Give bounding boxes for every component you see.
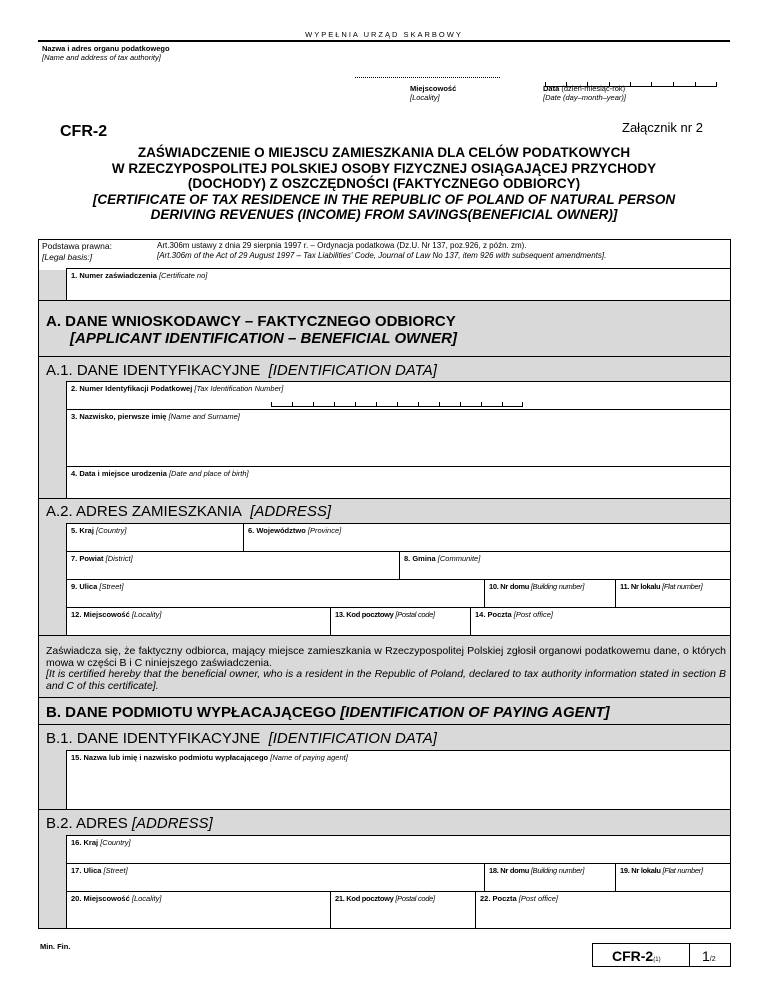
field-label: 1. Numer zaświadczenia (71, 271, 157, 280)
form-code: CFR-2 (60, 123, 108, 140)
field-label: 18. Nr domu (489, 866, 530, 875)
title-en-line1: [CERTIFICATE OF TAX RESIDENCE IN THE REPUBLIC OF POLAND OF NATURAL PERSON (92, 191, 676, 207)
legal-basis-text-en: [Art.306m of the Act of 29 August 1997 – Tax Liabilities' Code, Journal of Law No 137, item 926 with subsequent amendments]. (157, 251, 607, 260)
section-a2-label: A.2. ADRES ZAMIESZKANIA (46, 503, 242, 520)
locality-label-en: [Locality] (410, 93, 440, 102)
field-label-en: [Certificate no] (158, 271, 208, 280)
field-label-en: [Post office] (513, 610, 553, 619)
date-label-hint: (dzień-miesiąc-rok) (561, 84, 626, 93)
commune-field[interactable] (399, 551, 730, 579)
locality-label: Miejscowość (410, 84, 457, 93)
page-number (702, 948, 716, 964)
street-field[interactable] (66, 579, 484, 607)
divider (38, 356, 731, 357)
field-label-en: [Flat number] (662, 582, 703, 591)
tax-id-comb (271, 402, 523, 407)
title-pl-line2: W RZECZYPOSPOLITEJ POLSKIEJ OSOBY FIZYCZNEJ OSIĄGAJĄCEJ PRZYCHODY (111, 160, 657, 176)
agent-building-number-field[interactable] (484, 863, 615, 891)
section-b2-label: B.2. ADRES (46, 815, 128, 832)
agent-locality-field[interactable] (66, 891, 330, 928)
field-label-en: [Country] (96, 526, 127, 535)
divider (38, 809, 731, 810)
footer-version: (1) (653, 957, 661, 963)
divider (38, 697, 731, 698)
field-label-en: [Locality] (131, 894, 162, 903)
page-number-total: /2 (709, 956, 716, 963)
locality-field[interactable] (66, 607, 330, 635)
field-label-en: [Name of paying agent] (270, 753, 348, 762)
certification-text (46, 646, 726, 692)
field-label-en: [Tax Identification Number] (194, 384, 284, 393)
field-label: 11. Nr lokalu (620, 582, 661, 591)
name-surname-field[interactable] (66, 409, 730, 466)
field-label: 8. Gmina (404, 554, 436, 563)
footer-form-code (612, 948, 661, 964)
section-a1-label: A.1. DANE IDENTYFIKACYJNE (46, 362, 261, 379)
flat-number-field[interactable] (615, 579, 730, 607)
section-b-label-en: [IDENTIFICATION OF PAYING AGENT] (340, 704, 610, 721)
section-b1-title (46, 730, 437, 747)
agent-flat-number-field[interactable] (615, 863, 730, 891)
attachment-label: Załącznik nr 2 (622, 120, 703, 135)
title-en-line2: DERIVING REVENUES (INCOME) FROM SAVINGS(BENEFICIAL OWNER)] (150, 207, 618, 222)
locality-input[interactable] (355, 77, 500, 78)
field-label-en: [Postal code] (395, 610, 435, 619)
field-label: 3. Nazwisko, pierwsze imię (71, 412, 167, 421)
certificate-number-field[interactable] (66, 268, 730, 300)
legal-basis-label-en: [Legal basis:] (42, 252, 93, 262)
field-label-en: [Street] (103, 866, 128, 875)
country-field[interactable] (66, 523, 243, 551)
field-label-en: [Date and place of birth] (168, 469, 249, 478)
field-label-en: [Name and Surname] (168, 412, 240, 421)
ministry-mark: Min. Fin. (40, 942, 71, 951)
field-label: 17. Ulica (71, 866, 102, 875)
agent-country-field[interactable] (66, 835, 730, 863)
agent-post-office-field[interactable] (475, 891, 730, 928)
field-label-en: [Flat number] (662, 866, 703, 875)
building-number-field[interactable] (484, 579, 615, 607)
section-a1-title (46, 362, 437, 379)
postal-code-field[interactable] (330, 607, 470, 635)
field-label: 19. Nr lokalu (620, 866, 661, 875)
field-label-en: [Postal code] (395, 894, 435, 903)
divider (38, 635, 731, 636)
field-label: 15. Nazwa lub imię i nazwisko podmiotu wypłacającego (71, 753, 269, 762)
section-a1-label-en: [IDENTIFICATION DATA] (268, 362, 437, 379)
field-label: 13. Kod pocztowy (335, 610, 394, 619)
section-b-title (46, 704, 610, 721)
certification-text-en: [It is certified hereby that the beneficial owner, who is a resident in the Republic of Poland, declared to tax authority information stated in section B and C of this certificate]. (46, 668, 726, 692)
paying-agent-name-field[interactable] (66, 750, 730, 809)
field-label-en: [Communite] (437, 554, 481, 563)
date-label-text: Data (543, 84, 560, 93)
field-label: 9. Ulica (71, 582, 98, 591)
section-b-label: B. DANE PODMIOTU WYPŁACAJĄCEGO (46, 704, 337, 721)
field-label: 10. Nr domu (489, 582, 530, 591)
section-a-title-en: [APPLICANT IDENTIFICATION – BENEFICIAL OWNER] (70, 330, 457, 347)
date-label-en: [Date (day–month–year)] (543, 93, 626, 102)
field-label-en: [Post office] (518, 894, 558, 903)
divider (38, 498, 731, 499)
tax-authority-label: Nazwa i adres organu podatkowego (42, 44, 170, 53)
footer-form-code-text: CFR-2 (612, 948, 654, 964)
field-label: 2. Numer Identyfikacji Podatkowej (71, 384, 193, 393)
district-field[interactable] (66, 551, 399, 579)
field-label: 22. Poczta (480, 894, 517, 903)
legal-basis-label: Podstawa prawna: (42, 241, 112, 251)
field-label: 5. Kraj (71, 526, 94, 535)
birth-date-place-field[interactable] (66, 466, 730, 498)
tax-authority-label-en: [Name and address of tax authority] (42, 53, 161, 62)
field-label-en: [Country] (100, 838, 131, 847)
footer-divider (689, 943, 690, 967)
document-title (0, 145, 768, 223)
field-label: 7. Powiat (71, 554, 104, 563)
certification-text-pl: Zaświadcza się, że faktyczny odbiorca, mający miejsce zamieszkania w Rzeczypospolitej Polskiej zgłosił organowi podatkowemu dane, o których mowa w części B i C niniejszego zaświadczenia. (46, 645, 726, 669)
section-b2-label-en: [ADDRESS] (131, 815, 213, 832)
section-a2-title (46, 503, 331, 520)
section-a2-label-en: [ADDRESS] (250, 503, 332, 520)
section-b1-label-en: [IDENTIFICATION DATA] (268, 730, 437, 747)
section-a-title: A. DANE WNIOSKODAWCY – FAKTYCZNEGO ODBIORCY (46, 313, 456, 330)
field-label: 21. Kod pocztowy (335, 894, 394, 903)
field-label: 20. Miejscowość (71, 894, 130, 903)
field-label-en: [Province] (307, 526, 342, 535)
province-field[interactable] (243, 523, 730, 551)
section-b1-label: B.1. DANE IDENTYFIKACYJNE (46, 730, 261, 747)
divider (38, 300, 731, 301)
post-office-field[interactable] (470, 607, 730, 635)
agent-street-field[interactable] (66, 863, 484, 891)
office-use-caption: WYPEŁNIA URZĄD SKARBOWY (305, 30, 463, 39)
field-label: 16. Kraj (71, 838, 99, 847)
agent-postal-code-field[interactable] (330, 891, 475, 928)
field-label-en: [Building number] (530, 582, 585, 591)
field-label-en: [Building number] (530, 866, 585, 875)
field-label-en: [District] (105, 554, 133, 563)
field-label: 14. Poczta (475, 610, 512, 619)
field-label: 4. Data i miejsce urodzenia (71, 469, 167, 478)
field-label-en: [Street] (99, 582, 124, 591)
title-pl-line3: (DOCHODY) Z OSZCZĘDNOŚCI (FAKTYCZNEGO ODBIORCY) (187, 176, 581, 191)
field-label: 12. Miejscowość (71, 610, 130, 619)
header-rule (38, 40, 730, 42)
field-label: 6. Województwo (248, 526, 306, 535)
divider (38, 724, 731, 725)
page-number-current: 1 (702, 948, 710, 964)
legal-basis-text: Art.306m ustawy z dnia 29 sierpnia 1997 r. – Ordynacja podatkowa (Dz.U. Nr 137, poz.926, z późn. zm). (157, 241, 527, 250)
title-pl-line1: ZAŚWIADCZENIE O MIEJSCU ZAMIESZKANIA DLA CELÓW PODATKOWYCH (137, 145, 631, 160)
field-label-en: [Locality] (131, 610, 162, 619)
section-b2-title (46, 815, 213, 832)
date-label (543, 84, 625, 93)
